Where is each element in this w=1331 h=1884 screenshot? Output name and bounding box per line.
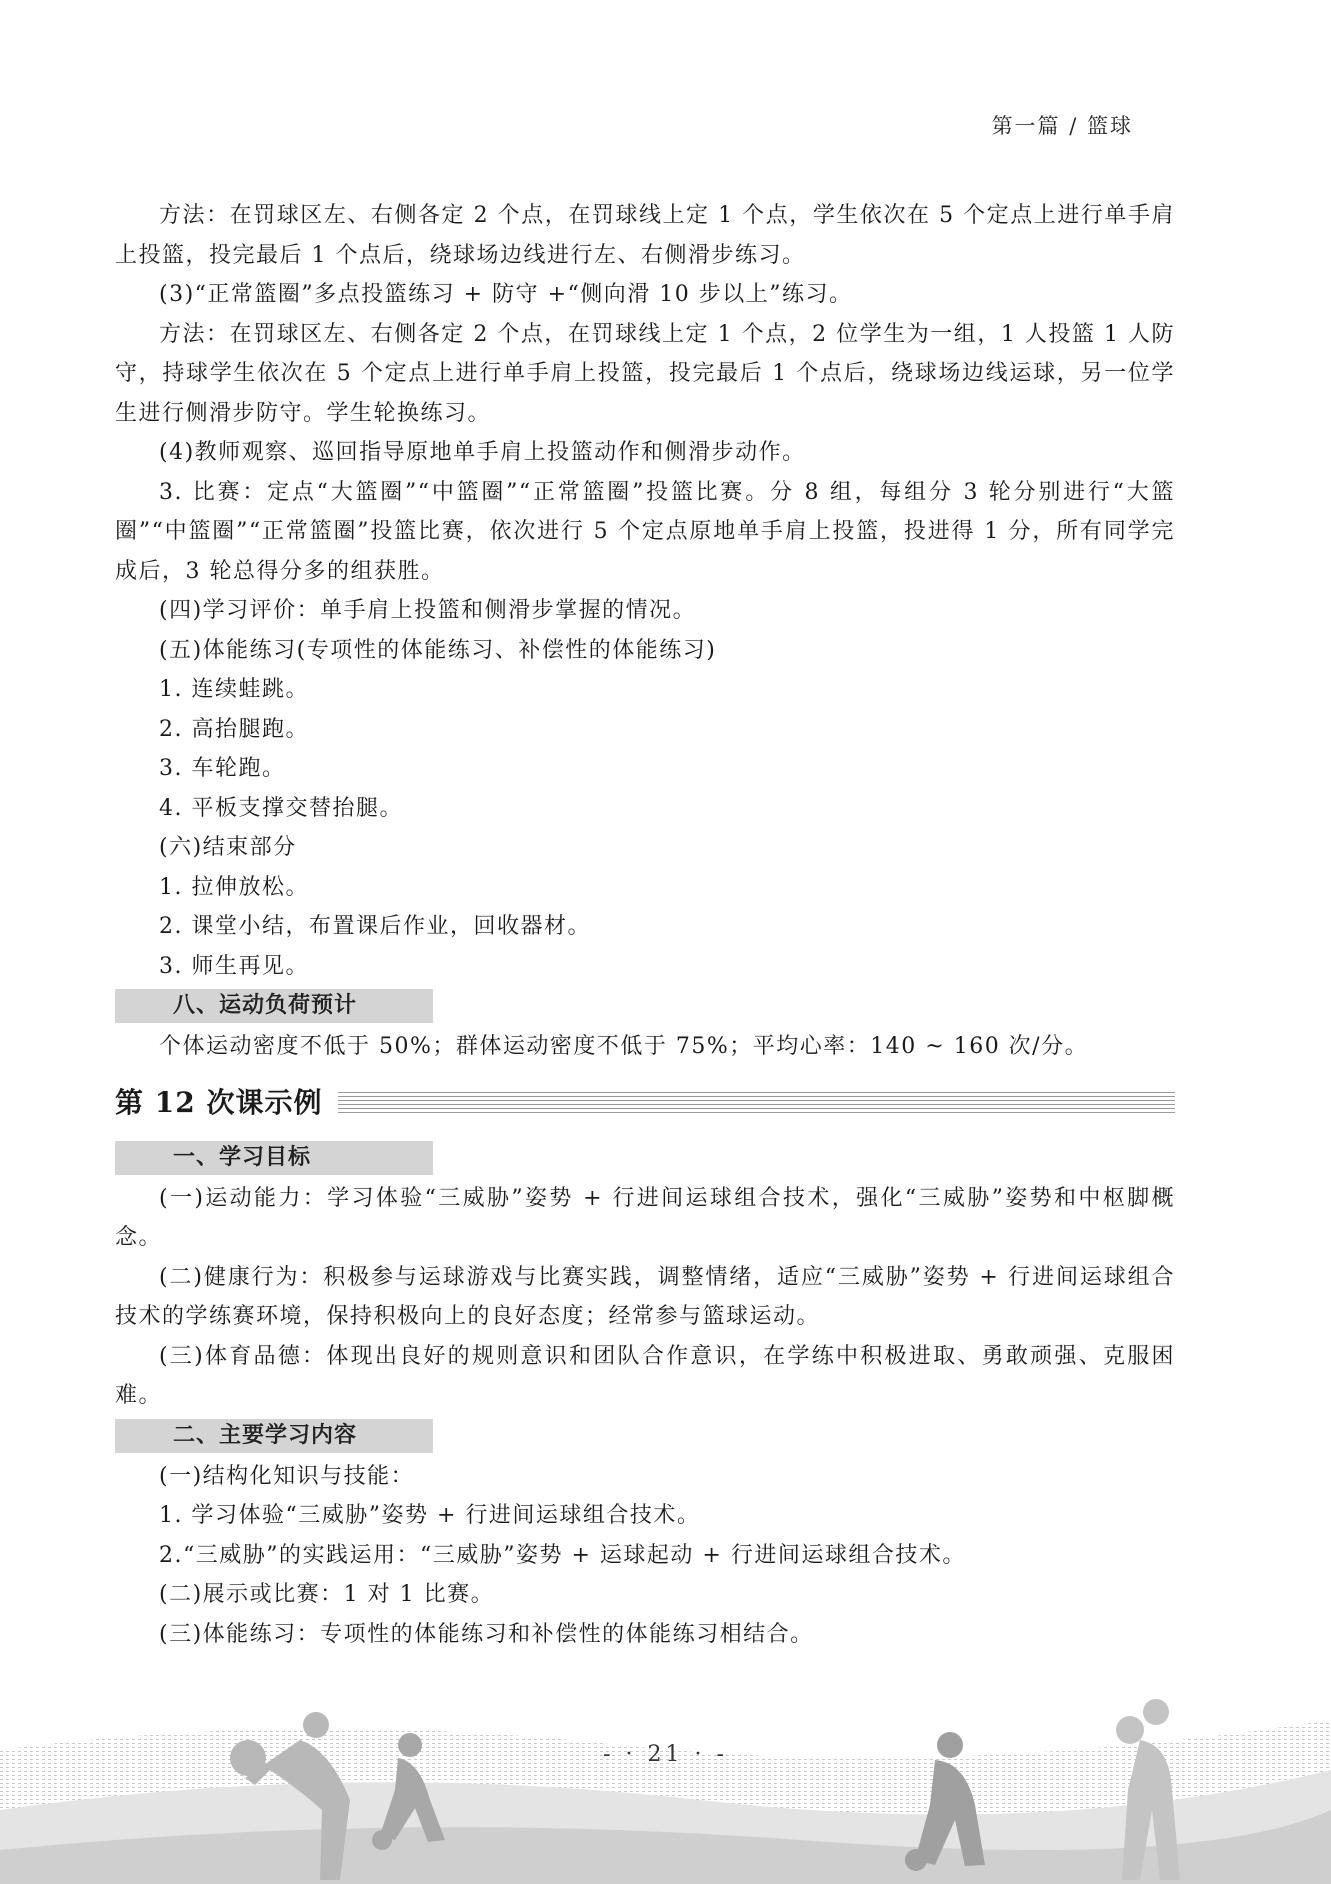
paragraph: (一)结构化知识与技能：	[159, 1463, 415, 1489]
section-heading-load: 八、运动负荷预计	[115, 989, 433, 1023]
paragraph: 个体运动密度不低于 50%；群体运动密度不低于 75%；平均心率：140 ~ 160 次/分。	[159, 1034, 1089, 1059]
page-number: - · 21 · -	[603, 1742, 728, 1767]
paragraph: (二)展示或比赛：1 对 1 比赛。	[159, 1582, 495, 1607]
section-heading-content: 二、主要学习内容	[115, 1419, 433, 1453]
list-item: 1. 学习体验“三威胁”姿势 + 行进间运球组合技术。	[159, 1503, 701, 1528]
paragraph: (3)“正常篮圈”多点投篮练习 + 防守 +“侧向滑 10 步以上”练习。	[159, 282, 853, 307]
basketball-footer-illustration	[0, 1690, 1331, 1884]
list-item: 3. 车轮跑。	[159, 756, 286, 781]
running-header: 第一篇 / 篮球	[991, 114, 1133, 138]
paragraph: (三)体能练习：专项性的体能练习和补偿性的体能练习相结合。	[159, 1621, 814, 1647]
paragraph: (二)健康行为：积极参与运球游戏与比赛实践，调整情绪，适应“三威胁”姿势 + 行进间运球组合技术的学练赛环境，保持积极向上的良好态度；经常参与篮球运动。	[115, 1264, 1175, 1329]
list-item: 2.“三威胁”的实践运用：“三威胁”姿势 + 运球起动 + 行进间运球组合技术。	[159, 1542, 966, 1568]
paragraph: 方法：在罚球区左、右侧各定 2 个点，在罚球线上定 1 个点，学生依次在 5 个定点上进行单手肩上投篮，投完最后 1 个点后，绕球场边线进行左、右侧滑步练习。	[115, 203, 1175, 268]
list-item: 2. 课堂小结，布置课后作业，回收器材。	[159, 914, 591, 939]
paragraph: 3. 比赛：定点“大篮圈”“中篮圈”“正常篮圈”投篮比赛。分 8 组，每组分 3 轮分别进行“大篮圈”“中篮圈”“正常篮圈”投篮比赛，依次进行 5 个定点原地单手肩上投篮，投进得 1 分，所有同学完成后，3 轮总得分多的组获胜。	[115, 479, 1175, 584]
list-item: 3. 师生再见。	[159, 953, 309, 979]
page-content	[115, 196, 1175, 1654]
lesson-title-text: 第 12 次课示例	[115, 1085, 323, 1119]
lesson-title	[115, 1081, 1175, 1125]
paragraph: (四)学习评价：单手肩上投篮和侧滑步掌握的情况。	[159, 598, 697, 623]
list-item: 4. 平板支撑交替抬腿。	[159, 795, 403, 821]
paragraph: (五)体能练习(专项性的体能练习、补偿性的体能练习)	[159, 637, 717, 663]
list-item: 1. 连续蛙跳。	[159, 677, 309, 702]
list-item: 1. 拉伸放松。	[159, 874, 309, 900]
paragraph: (一)运动能力：学习体验“三威胁”姿势 + 行进间运球组合技术，强化“三威胁”姿势和中枢脚概念。	[115, 1185, 1175, 1250]
section-heading-goals: 一、学习目标	[115, 1141, 433, 1175]
decorative-rule	[338, 1092, 1175, 1114]
paragraph: (六)结束部分	[159, 835, 297, 860]
paragraph: (4)教师观察、巡回指导原地单手肩上投篮动作和侧滑步动作。	[159, 440, 806, 465]
list-item: 2. 高抬腿跑。	[159, 716, 309, 742]
paragraph: (三)体育品德：体现出良好的规则意识和团队合作意识，在学练中积极进取、勇敢顽强、克服困难。	[115, 1343, 1175, 1408]
paragraph: 方法：在罚球区左、右侧各定 2 个点，在罚球线上定 1 个点，2 位学生为一组，1 人投篮 1 人防守，持球学生依次在 5 个定点上进行单手肩上投篮，投完最后 1 个点后，绕球场边线运球，另一位学生进行侧滑步防守。学生轮换练习。	[115, 321, 1175, 426]
